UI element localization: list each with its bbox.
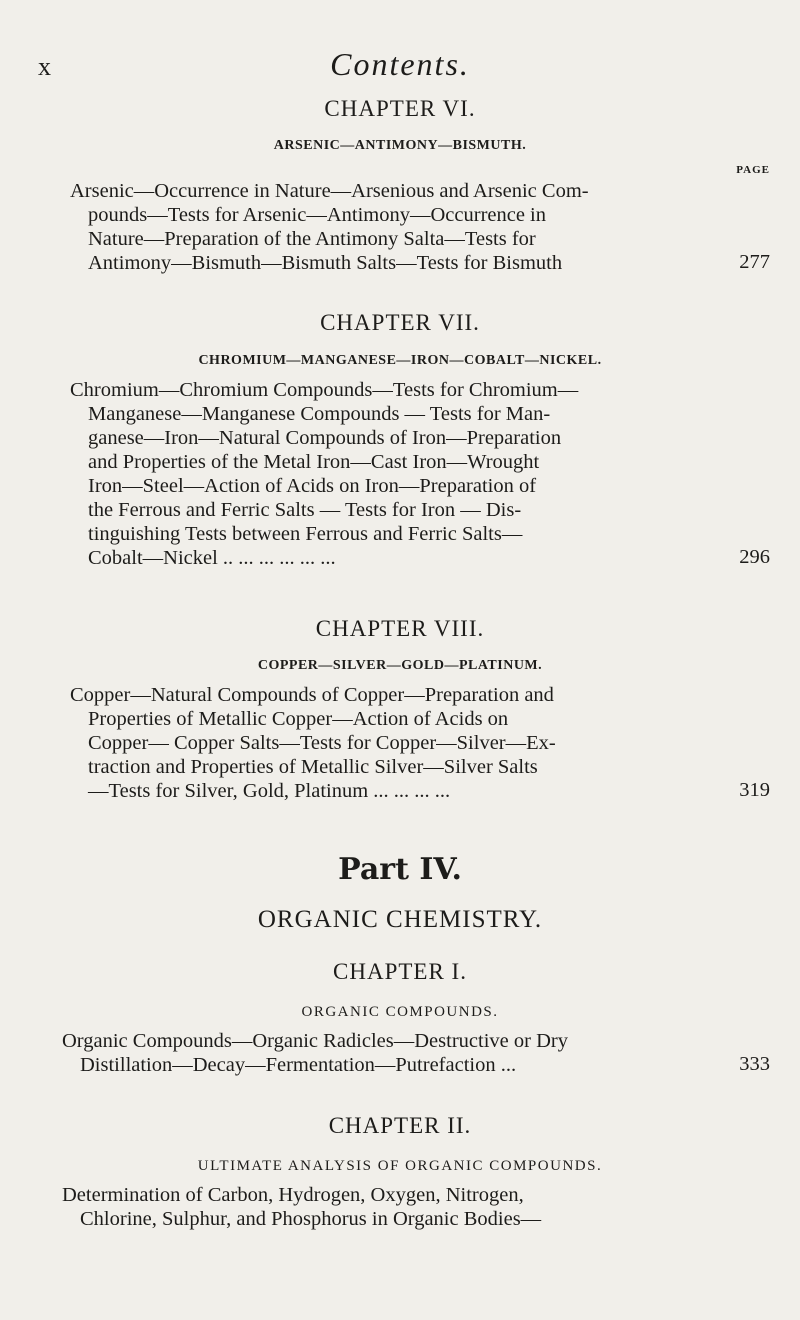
entry-line: Antimony—Bismuth—Bismuth Salts—Tests for Bismuth	[88, 252, 563, 274]
entry-line: Organic Compounds—Organic Radicles—Destructive or Dry	[62, 1030, 568, 1052]
chapter-entry	[62, 1029, 712, 1077]
chapter-heading: CHAPTER VIII.	[315, 616, 485, 641]
entry-line: Cobalt—Nickel .. ... ... ... ... ...	[88, 547, 336, 569]
chapter-heading: CHAPTER I.	[333, 959, 467, 984]
chapter-subtitle: CHROMIUM—MANGANESE—IRON—COBALT—NICKEL.	[198, 353, 602, 368]
chapter-entry	[62, 1183, 712, 1231]
entry-line: Copper— Copper Salts—Tests for Copper—Silver—Ex-	[88, 732, 556, 754]
page-number: 333	[739, 1053, 770, 1075]
entry-line: Arsenic—Occurrence in Nature—Arsenious and Arsenic Com-	[70, 180, 589, 202]
entry-line: Iron—Steel—Action of Acids on Iron—Preparation of	[88, 475, 537, 497]
entry-line: ganese—Iron—Natural Compounds of Iron—Preparation	[88, 427, 562, 449]
entry-line: —Tests for Silver, Gold, Platinum ... ... ... ...	[88, 780, 451, 802]
part-label: Part IV.	[338, 852, 462, 887]
page-number-roman: x	[38, 52, 52, 81]
part-title: ORGANIC CHEMISTRY.	[257, 906, 543, 933]
chapter-entry	[70, 683, 720, 803]
entry-line: traction and Properties of Metallic Silver—Silver Salts	[88, 756, 538, 778]
chapter-heading: CHAPTER VII.	[320, 310, 480, 335]
entry-line: Determination of Carbon, Hydrogen, Oxygen, Nitrogen,	[62, 1184, 524, 1206]
chapter-subtitle: COPPER—SILVER—GOLD—PLATINUM.	[257, 658, 543, 673]
chapter-subtitle: ORGANIC COMPOUNDS.	[301, 1004, 499, 1020]
chapter-entry	[70, 378, 720, 570]
chapter-heading: CHAPTER VI.	[324, 96, 476, 121]
page-number: 319	[739, 779, 770, 801]
chapter-subtitle: ARSENIC—ANTIMONY—BISMUTH.	[273, 138, 527, 153]
chapter-heading: CHAPTER II.	[328, 1113, 472, 1138]
entry-line: pounds—Tests for Arsenic—Antimony—Occurrence in	[88, 204, 547, 226]
chapter-entry	[70, 179, 720, 275]
entry-line: tinguishing Tests between Ferrous and Ferric Salts—	[88, 523, 523, 545]
chapter-subtitle: ULTIMATE ANALYSIS OF ORGANIC COMPOUNDS.	[197, 1158, 603, 1174]
entry-line: Copper—Natural Compounds of Copper—Preparation and	[70, 684, 554, 706]
entry-line: Chromium—Chromium Compounds—Tests for Chromium—	[70, 379, 579, 401]
page-number: 296	[739, 546, 770, 568]
entry-line: Properties of Metallic Copper—Action of Acids on	[88, 708, 509, 730]
page-number: 277	[739, 251, 770, 273]
entry-line: Chlorine, Sulphur, and Phosphorus in Organic Bodies—	[80, 1208, 542, 1230]
entry-line: Nature—Preparation of the Antimony Salta—Tests for	[88, 228, 536, 250]
entry-line: the Ferrous and Ferric Salts — Tests for Iron — Dis-	[88, 499, 522, 521]
running-title: Contents.	[330, 46, 470, 82]
entry-line: Distillation—Decay—Fermentation—Putrefaction ...	[80, 1054, 517, 1076]
page-column-label: PAGE	[736, 164, 770, 176]
entry-line: and Properties of the Metal Iron—Cast Iron—Wrought	[88, 451, 540, 473]
entry-line: Manganese—Manganese Compounds — Tests for Man-	[88, 403, 551, 425]
